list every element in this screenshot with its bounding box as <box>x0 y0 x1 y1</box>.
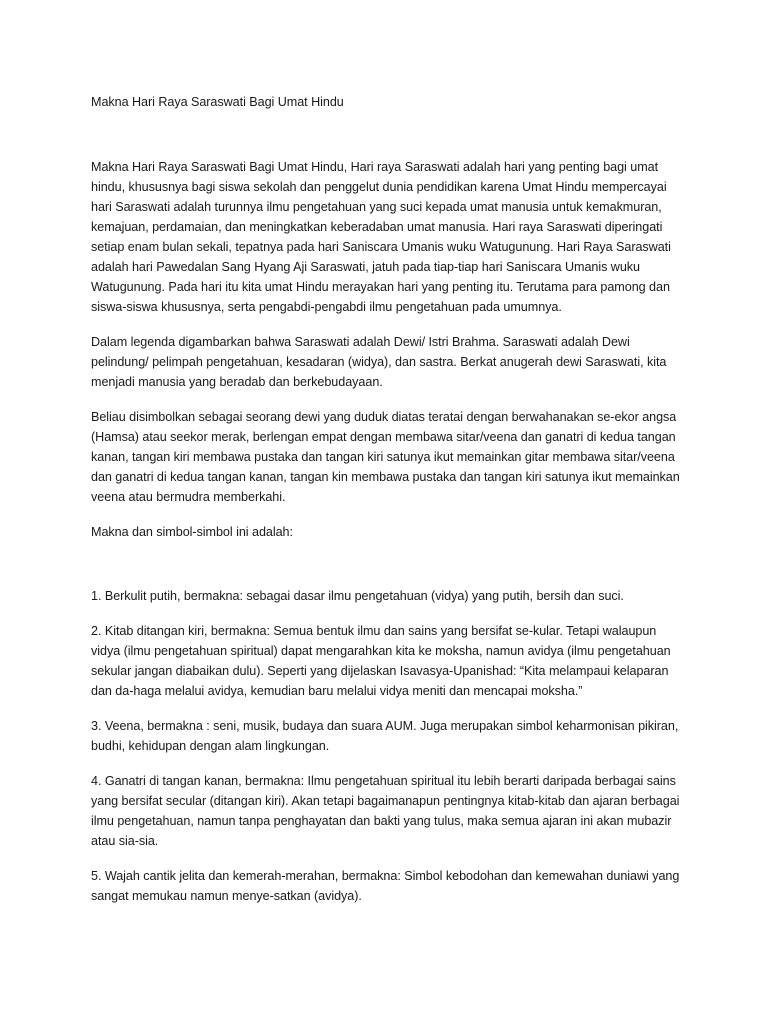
list-item: 1. Berkulit putih, bermakna: sebagai dasar ilmu pengetahuan (vidya) yang putih, bersih dan suci. <box>91 589 624 603</box>
list-item: 5. Wajah cantik jelita dan kemerah-merahan, bermakna: Simbol kebodohan dan kemewahan duniawi yang sangat memukau namun menye-satkan (avidya). <box>91 869 680 903</box>
paragraph-list-intro: Makna dan simbol-simbol ini adalah: <box>91 525 293 539</box>
document-title: Makna Hari Raya Saraswati Bagi Umat Hindu <box>91 95 344 109</box>
list-item: 2. Kitab ditangan kiri, bermakna: Semua bentuk ilmu dan sains yang bersifat se-kular. Tetapi walaupun vidya (ilmu pengetahuan spiritual) dapat mengarahkan kita ke moksha, namun avidya (ilmu pengetahuan sekular jangan diabaikan dulu). Seperti yang dijelaskan Isavasya-Upanishad: “Kita melampaui kelaparan dan da-haga melalui avidya, kemudian baru melalui vidya meniti dan mencapai moksha.” <box>91 624 671 698</box>
list-item: 3. Veena, bermakna : seni, musik, budaya dan suara AUM. Juga merupakan simbol keharmonisan pikiran, budhi, kehidupan dengan alam lingkungan. <box>91 719 679 753</box>
document-body <box>91 92 681 921</box>
paragraph-intro: Makna Hari Raya Saraswati Bagi Umat Hindu, Hari raya Saraswati adalah hari yang penting bagi umat hindu, khususnya bagi siswa sekolah dan penggelut dunia pendidikan karena Umat Hindu mempercayai hari Saraswati adalah turunnya ilmu pengetahuan yang suci kepada umat manusia untuk kemakmuran, kemajuan, perdamaian, dan meningkatkan keberadaban umat manusia. Hari raya Saraswati diperingati setiap enam bulan sekali, tepatnya pada hari Saniscara Umanis wuku Watugunung. Hari Raya Saraswati adalah hari Pawedalan Sang Hyang Aji Saraswati, jatuh pada tiap-tiap hari Saniscara Umanis wuku Watugunung. Pada hari itu kita umat Hindu merayakan hari yang penting itu. Terutama para pamong dan siswa-siswa khususnya, serta pengabdi-pengabdi ilmu pengetahuan pada umumnya. <box>91 160 671 314</box>
paragraph-legend: Dalam legenda digambarkan bahwa Saraswati adalah Dewi/ Istri Brahma. Saraswati adalah Dewi pelindung/ pelimpah pengetahuan, kesadaran (widya), dan sastra. Berkat anugerah dewi Saraswati, kita menjadi manusia yang beradab dan berkebudayaan. <box>91 335 667 389</box>
list-item: 4. Ganatri di tangan kanan, bermakna: Ilmu pengetahuan spiritual itu lebih berarti daripada berbagai sains yang bersifat secular (ditangan kiri). Akan tetapi bagaimanapun pentingnya kitab-kitab dan ajaran berbagai ilmu pengetahuan, namun tanpa penghayatan dan bakti yang tulus, maka semua ajaran ini akan mubazir atau sia-sia. <box>91 774 680 848</box>
paragraph-symbolism: Beliau disimbolkan sebagai seorang dewi yang duduk diatas teratai dengan berwahanakan se-ekor angsa (Hamsa) atau seekor merak, berlengan empat dengan membawa sitar/veena dan ganatri di kedua tangan kanan, tangan kiri membawa pustaka dan tangan kiri satunya ikut memainkan gitar membawa sitar/veena dan ganatri di kedua tangan kanan, tangan kin membawa pustaka dan tangan kiri satunya ikut memainkan veena atau bermudra memberkahi. <box>91 410 680 504</box>
